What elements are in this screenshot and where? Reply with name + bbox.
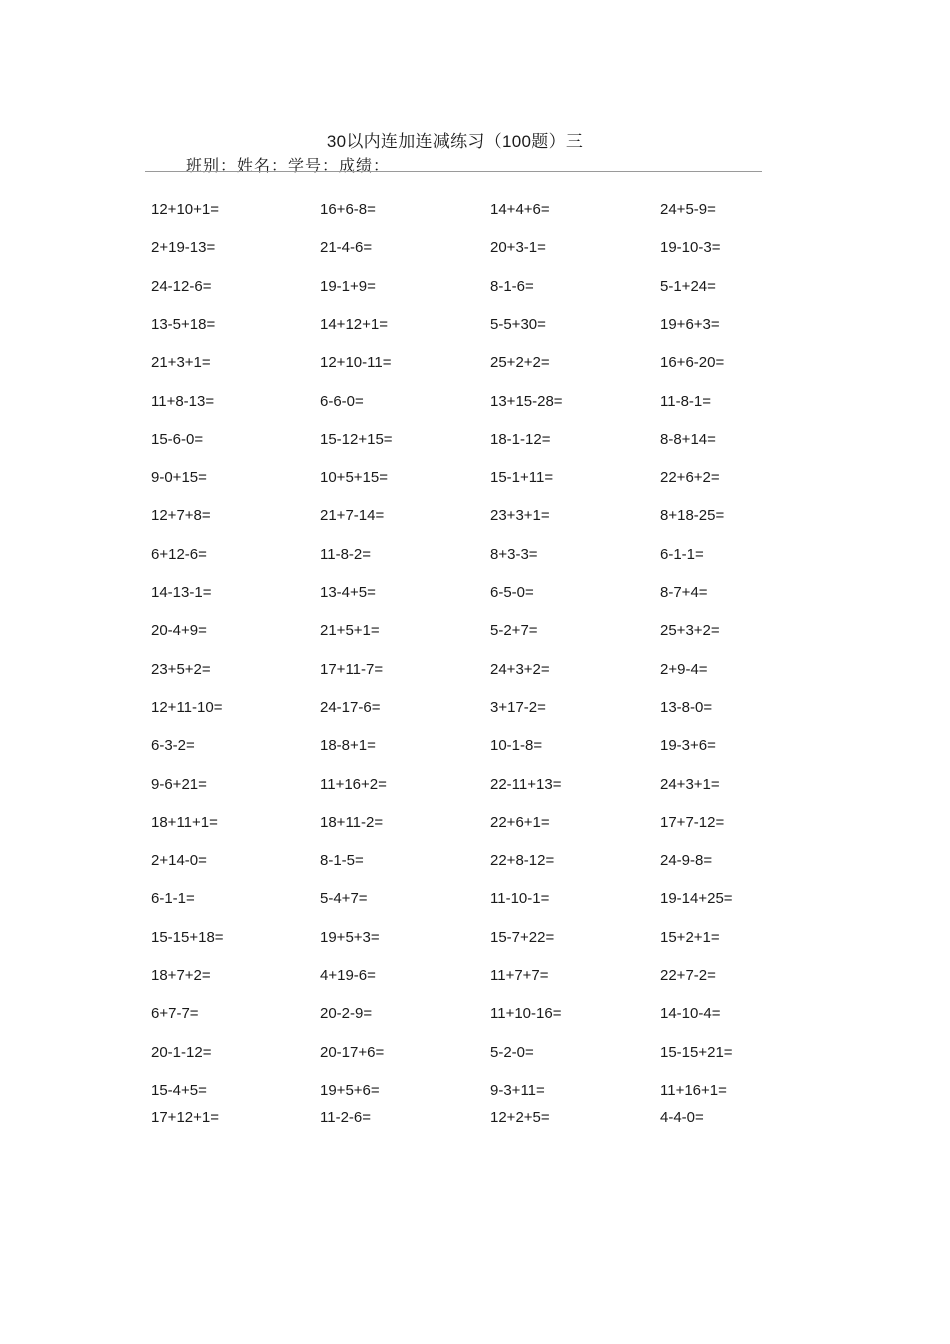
problem-r23-c3: 5-2-0= <box>490 1043 534 1061</box>
problem-r17-c2: 18+11-2= <box>320 813 384 831</box>
problem-r7-c1: 15-6-0= <box>151 430 204 448</box>
problem-r7-c4: 8-8+14= <box>660 430 716 448</box>
problem-r20-c4: 15+2+1= <box>660 928 720 946</box>
problem-r1-c1: 12+10+1= <box>151 201 219 218</box>
problem-r23-c4: 15-15+21= <box>660 1043 733 1061</box>
problem-r22-c3: 11+10-16= <box>490 1005 562 1023</box>
problem-r22-c2: 20-2-9= <box>320 1005 373 1023</box>
student-info-line: 班别：姓名：学号：成绩： <box>186 158 391 175</box>
problem-r4-c4: 19+6+3= <box>660 315 720 333</box>
problem-r22-c1: 6+7-7= <box>151 1005 199 1023</box>
problem-r15-c1: 6-3-2= <box>151 737 195 755</box>
problem-r18-c2: 8-1-5= <box>320 852 364 870</box>
problem-r8-c1: 9-0+15= <box>151 469 207 487</box>
problem-r16-c1: 9-6+21= <box>151 775 207 793</box>
problem-r8-c3: 15-1+11= <box>490 469 554 487</box>
problem-r25-c4: 4-4-0= <box>660 1109 704 1126</box>
problem-r6-c3: 13+15-28= <box>490 392 563 410</box>
problem-r7-c2: 15-12+15= <box>320 430 393 448</box>
problem-r19-c2: 5-4+7= <box>320 890 368 908</box>
problem-r3-c2: 19-1+9= <box>320 277 376 295</box>
problem-r20-c3: 15-7+22= <box>490 928 555 946</box>
problem-r4-c2: 14+12+1= <box>320 315 388 333</box>
problem-r13-c1: 23+5+2= <box>151 660 211 678</box>
problem-r18-c4: 24-9-8= <box>660 852 713 870</box>
problem-r11-c4: 8-7+4= <box>660 584 708 601</box>
problem-r8-c4: 22+6+2= <box>660 469 720 487</box>
problem-r8-c2: 10+5+15= <box>320 469 388 487</box>
problem-r12-c2: 21+5+1= <box>320 622 380 640</box>
problem-r21-c4: 22+7-2= <box>660 967 716 984</box>
problem-r12-c3: 5-2+7= <box>490 622 538 640</box>
problem-r2-c2: 21-4-6= <box>320 239 373 257</box>
problem-r25-c3: 12+2+5= <box>490 1109 550 1126</box>
problem-r24-c3: 9-3+11= <box>490 1081 545 1099</box>
problem-r6-c2: 6-6-0= <box>320 392 364 410</box>
problem-r24-c2: 19+5+6= <box>320 1081 380 1099</box>
problem-r10-c3: 8+3-3= <box>490 545 538 563</box>
problem-r21-c3: 11+7+7= <box>490 967 549 984</box>
problem-r12-c4: 25+3+2= <box>660 622 720 640</box>
problem-r20-c2: 19+5+3= <box>320 928 380 946</box>
problem-r15-c4: 19-3+6= <box>660 737 716 755</box>
problem-r5-c4: 16+6-20= <box>660 354 725 372</box>
problem-r5-c1: 21+3+1= <box>151 354 211 372</box>
problem-r16-c3: 22-11+13= <box>490 775 562 793</box>
problem-r18-c1: 2+14-0= <box>151 852 207 870</box>
problem-r17-c4: 17+7-12= <box>660 813 725 831</box>
problem-r10-c2: 11-8-2= <box>320 545 372 563</box>
problem-r19-c1: 6-1-1= <box>151 890 195 908</box>
problem-r6-c1: 11+8-13= <box>151 392 215 410</box>
problem-r23-c2: 20-17+6= <box>320 1043 385 1061</box>
header-rule <box>145 171 762 172</box>
problem-r9-c2: 21+7-14= <box>320 507 385 525</box>
problem-r15-c3: 10-1-8= <box>490 737 543 755</box>
problem-r23-c1: 20-1-12= <box>151 1043 212 1061</box>
problem-r16-c4: 24+3+1= <box>660 775 720 793</box>
problem-r1-c3: 14+4+6= <box>490 201 550 218</box>
problem-r17-c1: 18+11+1= <box>151 813 218 831</box>
problem-r22-c4: 14-10-4= <box>660 1005 721 1023</box>
problem-r3-c1: 24-12-6= <box>151 277 212 295</box>
problem-r13-c2: 17+11-7= <box>320 660 384 678</box>
worksheet-title: 30以内连加连减练习（100题）三 <box>326 132 584 151</box>
problem-r15-c2: 18-8+1= <box>320 737 376 755</box>
problem-r10-c1: 6+12-6= <box>151 545 207 563</box>
problem-r2-c4: 19-10-3= <box>660 239 721 257</box>
problem-r1-c2: 16+6-8= <box>320 201 376 218</box>
problem-r3-c3: 8-1-6= <box>490 277 534 295</box>
problem-r2-c3: 20+3-1= <box>490 239 546 257</box>
problem-r7-c3: 18-1-12= <box>490 430 551 448</box>
problem-r18-c3: 22+8-12= <box>490 852 555 870</box>
problem-r1-c4: 24+5-9= <box>660 201 716 218</box>
problem-r24-c1: 15-4+5= <box>151 1081 207 1099</box>
problem-r24-c4: 11+16+1= <box>660 1081 727 1099</box>
problem-r14-c1: 12+11-10= <box>151 698 223 716</box>
problem-r9-c1: 12+7+8= <box>151 507 211 525</box>
problem-r19-c4: 19-14+25= <box>660 890 733 908</box>
problem-r6-c4: 11-8-1= <box>660 392 712 410</box>
problem-r9-c3: 23+3+1= <box>490 507 550 525</box>
problem-r11-c1: 14-13-1= <box>151 584 212 601</box>
problem-r16-c2: 11+16+2= <box>320 775 387 793</box>
problem-r25-c2: 11-2-6= <box>320 1109 372 1126</box>
problem-r9-c4: 8+18-25= <box>660 507 725 525</box>
problem-r17-c3: 22+6+1= <box>490 813 550 831</box>
problem-r21-c2: 4+19-6= <box>320 967 376 984</box>
problem-r20-c1: 15-15+18= <box>151 928 224 946</box>
problem-r13-c3: 24+3+2= <box>490 660 550 678</box>
problem-r3-c4: 5-1+24= <box>660 277 716 295</box>
problem-r14-c2: 24-17-6= <box>320 698 381 716</box>
problem-r14-c3: 3+17-2= <box>490 698 546 716</box>
problem-r4-c1: 13-5+18= <box>151 315 216 333</box>
problem-r25-c1: 17+12+1= <box>151 1109 219 1126</box>
problem-r10-c4: 6-1-1= <box>660 545 704 563</box>
problem-r11-c2: 13-4+5= <box>320 584 376 601</box>
problem-r5-c2: 12+10-11= <box>320 354 392 372</box>
problem-r19-c3: 11-10-1= <box>490 890 550 908</box>
problem-r21-c1: 18+7+2= <box>151 967 211 984</box>
problem-r14-c4: 13-8-0= <box>660 698 713 716</box>
problem-r5-c3: 25+2+2= <box>490 354 550 372</box>
problem-r2-c1: 2+19-13= <box>151 239 216 257</box>
problem-r13-c4: 2+9-4= <box>660 660 708 678</box>
problem-r11-c3: 6-5-0= <box>490 584 534 601</box>
problem-r12-c1: 20-4+9= <box>151 622 207 640</box>
problem-r4-c3: 5-5+30= <box>490 315 546 333</box>
